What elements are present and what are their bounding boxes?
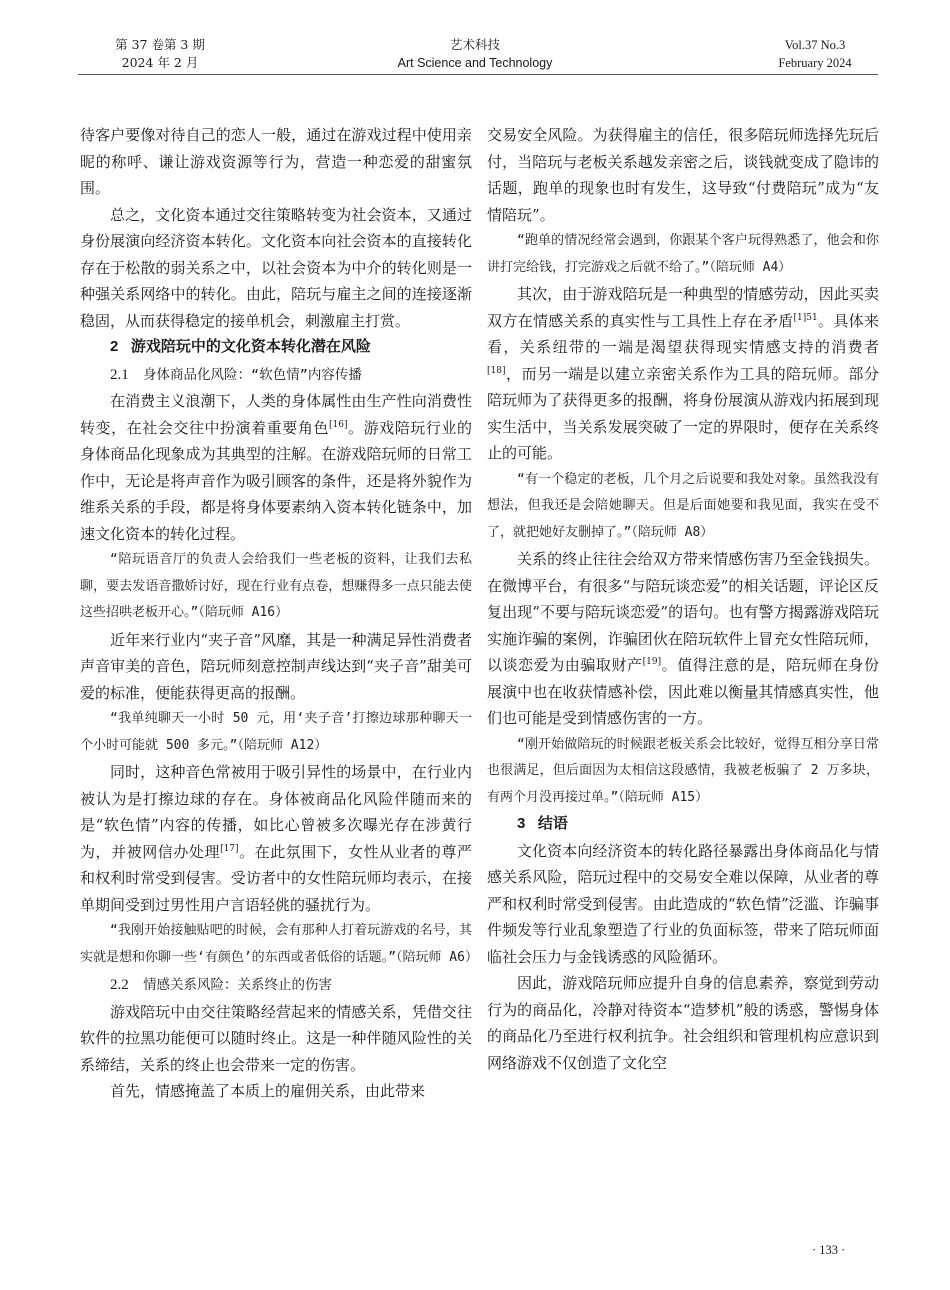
left-column [80, 122, 478, 1105]
subsection-number: 2.2 [110, 977, 129, 993]
header-volume-cn [95, 36, 225, 72]
citation: [18] [487, 365, 506, 376]
text: 。值得注意的是，陪玩师在身份展演中也在收获情感补偿，因此难以衡量其情感真实性，他们也可能是受到情感伤害的一方。 [487, 656, 879, 727]
header-journal-title [375, 36, 575, 72]
text: 。在此氛围下，女性从业者的尊严和权利时常受到侵害。受访者中的女性陪玩师均表示，在接单期间受到过男性用户言语轻佻的骚扰行为。 [80, 842, 472, 914]
paragraph [487, 281, 879, 467]
interview-quote: “陪玩语音厅的负责人会给我们一些老板的资料，让我们去私聊，要去发语音撒娇讨好，现在行业有点卷，想赚得多一点只能去使这些招哄老板开心。”（陪玩师 A16） [80, 552, 472, 620]
subsection-title: 情感关系风险：关系终止的伤害 [143, 977, 333, 993]
header-journal-title-en: Art Science and Technology [397, 56, 553, 70]
header-date-cn: 2024 年 2 月 [121, 55, 199, 70]
text: 。游戏陪玩行业的身体商品化现象成为其典型的注解。在游戏陪玩师的日常工作中，无论是将声音作为吸引顾客的条件，还是将外貌作为维系关系的手段，都是将身体要素纳入资本转化链条中，加速文化资本的转化过程。 [80, 418, 472, 543]
interview-quote: “有一个稳定的老板，几个月之后说要和我处对象。虽然我没有想法，但我还是会陪她聊天。但是后面她要和我见面，我实在受不了，就把她好友删掉了。”（陪玩师 A8） [487, 471, 879, 540]
section-heading [487, 811, 879, 838]
paragraph: 首先，情感掩盖了本质上的雇佣关系，由此带来 [110, 1082, 426, 1100]
paragraph: 因此，游戏陪玩师应提升自身的信息素养，察觉到劳动行为的商品化，冷静对待资本“造梦机”般的诱惑，警惕身体的商品化乃至进行权利抗争。社会组织和管理机构应意识到网络游戏不仅创造了文化空 [487, 974, 879, 1072]
text: 同时，这种音色常被用于吸引异性的场景中，在行业内被认为是打擦边球的存在。身体被商品化风险伴随而来的是“软色情”内容的传播，如比心曾被多次曝光存在涉黄行为，并被网信办处理 [80, 763, 472, 861]
text: 关系的终止往往会给双方带来情感伤害乃至金钱损失。在微博平台，有很多“与陪玩谈恋爱”的相关话题，评论区反复出现“不要与陪玩谈恋爱”的语句。也有警方揭露游戏陪玩实施诈骗的案例，诈骗团伙在陪玩软件上冒充女性陪玩师，以谈恋爱为由骗取财产 [487, 550, 879, 674]
interview-quote: “我单纯聊天一小时 50 元，用‘夹子音’打擦边球那种聊天一个小时可能就 500 多元。”（陪玩师 A12） [80, 711, 472, 753]
paragraph: 近年来行业内“夹子音”风靡，其是一种满足异性消费者声音审美的音色，陪玩师刻意控制声线达到“夹子音”甜美可爱的标准，便能获得更高的报酬。 [80, 630, 472, 702]
paragraph [80, 388, 472, 547]
paragraph: 交易安全风险。为获得雇主的信任，很多陪玩师选择先玩后付，当陪玩与老板关系越发亲密之后，谈钱就变成了隐讳的话题，跑单的现象也时有发生，这导致“付费陪玩”成为“友情陪玩”。 [487, 126, 879, 224]
section-title: 结语 [537, 815, 568, 832]
citation: [1]51 [793, 312, 818, 323]
text: ，而另一端是以建立亲密关系作为工具的陪玩师。部分陪玩师为了获得更多的报酬，将身份展演从游戏内拓展到现实生活中，当关系发展突破了一定的界限时，便存在关系终止的可能。 [487, 364, 879, 462]
paragraph: 总之，文化资本通过交往策略转变为社会资本，又通过身份展演向经济资本转化。文化资本向社会资本的直接转化存在于松散的弱关系之中，以社会资本为中介的转化则是一种强关系网络中的转化。由此，陪玩与雇主之间的连接逐渐稳固，从而获得稳定的接单机会，刺激雇主打赏。 [80, 205, 472, 330]
paragraph [487, 546, 879, 732]
text: 在消费主义浪潮下，人类的身体属性由生产性向消费性转变，在社会交往中扮演着重要角色 [80, 392, 472, 437]
header-rule [78, 74, 878, 75]
section-number: 2 [110, 338, 119, 355]
citation: [17] [220, 843, 239, 854]
paragraph: 文化资本向经济资本的转化路径暴露出身体商品化与情感关系风险，陪玩过程中的交易安全难以保障，从业者的尊严和权利时常受到侵害。由此造成的“软色情”泛滥、诈骗事件频发等行业乱象塑造了行业的负面标签，带来了陪玩师面临社会压力与金钱诱惑的风险循环。 [487, 841, 879, 966]
header-volume-issue-en: Vol.37 No.3 [784, 38, 846, 52]
interview-quote: “刚开始做陪玩的时候跟老板关系会比较好，觉得互相分享日常也很满足，但后面因为太相信这段感情，我被老板骗了 2 万多块，有两个月没再接过单。”（陪玩师 A15） [487, 736, 879, 805]
running-header [0, 0, 950, 75]
page-number: · 133 · [812, 1243, 846, 1257]
header-volume-issue-cn: 第 37 卷第 3 期 [115, 37, 205, 52]
paragraph: 游戏陪玩中由交往策略经营起来的情感关系，凭借交往软件的拉黑功能便可以随时终止。这是一种伴随风险性的关系缔结，关系的终止也会带来一定的伤害。 [80, 1002, 472, 1074]
header-journal-title-cn: 艺术科技 [449, 38, 500, 52]
interview-quote: “我刚开始接触贴吧的时候，会有那种人打着玩游戏的名号，其实就是想和你聊一些‘有颜色’的东西或者低俗的话题。”（陪玩师 A6） [80, 923, 478, 965]
section-number: 3 [517, 815, 526, 832]
section-title: 游戏陪玩中的文化资本转化潜在风险 [130, 338, 371, 355]
paragraph: 待客户要像对待自己的恋人一般，通过在游戏过程中使用亲昵的称呼、谦让游戏资源等行为，营造一种恋爱的甜蜜氛围。 [80, 126, 472, 197]
text: 其次，由于游戏陪玩是一种典型的情感劳动，因此买卖双方在情感关系的真实性与工具性上存在矛盾 [487, 285, 879, 330]
citation: [16] [329, 419, 348, 430]
header-volume-en [740, 36, 890, 72]
subsection-number: 2.1 [110, 366, 129, 383]
subsection-title: 身体商品化风险：“软色情”内容传播 [143, 366, 362, 383]
header-date-en: February 2024 [778, 56, 852, 70]
citation: [19] [642, 657, 662, 667]
interview-quote: “跑单的情况经常会遇到，你跟某个客户玩得熟悉了，他会和你讲打完给钱，打完游戏之后就不给了。”（陪玩师 A4） [487, 233, 879, 275]
section-heading [80, 334, 472, 361]
text: 。具体来看，关系纽带的一端是渴望获得现实情感支持的消费者 [487, 311, 879, 356]
paragraph [80, 759, 472, 918]
subsection-heading [80, 971, 472, 999]
right-column [487, 122, 879, 1076]
subsection-heading [80, 361, 472, 389]
